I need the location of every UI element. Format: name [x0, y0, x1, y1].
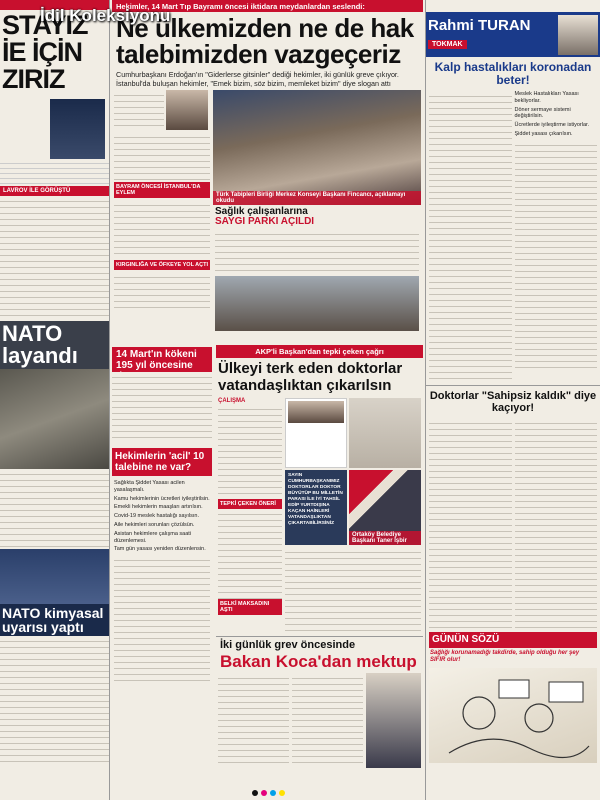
- kirgin-badge: KIRGINLIĞA VE ÖFKEYE YOL AÇTI: [114, 260, 210, 270]
- protest-photo-caption: Türk Tabipleri Birliği Merkez Konseyi Başkanı Fincancı, açıklamayı okudu: [213, 191, 421, 205]
- quote-box: SAYIN CUMHURBAŞKANIMIZ DOKTORLAR DOKTOR BÜYÜTÜP BU MİLLETİN PARASI İLE İYİ TAHSİL EDİP YURTDIŞINA KAÇAN HAİNLERİ VATANDAŞLIKTAN ÇIKARTABİLİRSİNİZ: [285, 470, 347, 545]
- mart-headline: 14 Mart'ın kökeni 195 yıl öncesine: [112, 347, 212, 384]
- text-lines: [218, 509, 282, 599]
- cartoon-drawing: [429, 668, 594, 763]
- right-bullet: Şiddet yasası çıkarılsın.: [514, 130, 573, 137]
- ulke-col-1: [218, 398, 282, 637]
- grev-badge: BAYRAM ÖNCESİ İSTANBUL'DA EYLEM: [114, 182, 210, 198]
- center-column: [112, 0, 423, 800]
- mayor-caption: Ortaköy Belediye Başkanı Taner İşbir: [349, 531, 421, 545]
- nato-headline: [0, 321, 109, 369]
- gunun-sozu-box: [429, 632, 597, 648]
- mart-text-lines: [112, 372, 212, 442]
- left-headline-3: ZIRIZ: [2, 64, 65, 94]
- quote-row: [285, 470, 421, 545]
- ulke-body: [216, 396, 423, 639]
- main-story-body: [112, 90, 423, 333]
- top-banner: Hekimler, 14 Mart Tıp Bayramı öncesi iktidara meydanlardan seslendi:: [112, 0, 423, 12]
- columnist-name: Rahmi TURAN: [428, 17, 531, 34]
- nato-photo: [0, 549, 109, 604]
- lavrov-label: LAVROV İLE GÖRÜŞTÜ: [0, 186, 109, 196]
- tweet-row: [285, 398, 421, 468]
- akp-banner: AKP'li Başkan'dan tepki çeken çağrı: [216, 345, 423, 358]
- gunun-sozu-title: GÜNÜN SÖZÜ: [432, 634, 500, 645]
- main-intro: Cumhurbaşkanı Erdoğan'ın "Giderlerse gitsinler" dediği hekimler, iki günlük greve çıkıyor. İstanbul'da buluşan hekimler, "Emek bizim, söz bizim, memleket bizim" diye slogan attı: [116, 70, 399, 88]
- bakan-headline: Bakan Koca'dan mektup: [220, 652, 417, 671]
- text-lines: [215, 229, 419, 274]
- bakan-photo: [366, 673, 421, 768]
- cartoon: [429, 668, 597, 763]
- columnist-tag: TOKMAK: [428, 40, 467, 49]
- left-headline-1: STAYIZ: [2, 10, 88, 40]
- text-lines: [114, 272, 210, 308]
- color-registration-marks: [252, 790, 285, 796]
- left-story-1: [0, 99, 109, 159]
- hekim-bullet: Sağlıkta Şiddet Yasası acilen yasalaşmalı.: [114, 480, 185, 493]
- text-lines: [429, 418, 512, 628]
- protest-photo: [213, 90, 421, 205]
- left-column: [0, 0, 110, 800]
- ulke-story: [216, 360, 423, 394]
- columnist-header: [426, 12, 600, 57]
- watermark: İdil Koleksiyonu: [40, 6, 171, 25]
- text-lines: [114, 90, 164, 130]
- doktorlar-body: [426, 418, 600, 628]
- text-lines: [114, 200, 210, 258]
- right-column: [425, 0, 600, 800]
- nato-word-1: NATO: [2, 321, 63, 346]
- left-text-block: [0, 99, 50, 159]
- hekim-bullet: Kamu hekimlerinin ücretleri iyileştirilsin.: [114, 495, 210, 502]
- text-lines: [285, 547, 421, 637]
- doctor-photo: [349, 398, 421, 468]
- hekim-bullet: Tam gün yasası yeniden düzenlensin.: [114, 546, 206, 553]
- kalp-body: [426, 91, 600, 381]
- tweet-box: [285, 398, 347, 468]
- ulke-col-2: [285, 398, 421, 637]
- main-story-photos: [213, 90, 421, 333]
- text-lines: [218, 673, 289, 768]
- nato-kimyasal-headline: [0, 604, 109, 636]
- main-headline-1: Ne ülkemizden ne de hak: [116, 13, 414, 43]
- saglik-body: [215, 229, 419, 274]
- left-text-lines-3: [0, 469, 109, 549]
- tepki-label: TEPKİ ÇEKEN ÖNERİ: [218, 499, 282, 509]
- ulke-headline-2: vatandaşlıktan çıkarılsın: [218, 377, 392, 394]
- park-photo: [215, 276, 419, 331]
- hekim-bullet: Emekli hekimlerin maaşları artırılsın.: [114, 504, 203, 511]
- bakan-body: [218, 673, 421, 768]
- uyarisi-text: uyarısı yaptı: [2, 619, 84, 635]
- hekimler-headline: Hekimlerin 'acil' 10 talebine ne var?: [112, 448, 212, 476]
- hekim-bullets-box: [112, 478, 212, 687]
- right-bullet: Meslek Hastalıkları Yasası bekliyorlar.: [514, 91, 579, 104]
- nato-word-2: layandı: [2, 343, 78, 368]
- war-photo: [0, 369, 109, 469]
- text-lines: [515, 140, 598, 370]
- kalp-headline: Kalp hastalıkları koronadan beter!: [434, 60, 592, 87]
- iki-gun-sub: İki günlük grev öncesinde: [220, 639, 356, 651]
- minister-photo: [50, 99, 105, 159]
- saglik-headline: Sağlık çalışanlarına: [215, 206, 308, 217]
- text-lines: [292, 673, 363, 768]
- nato-kimyasal-text: NATO kimyasal: [2, 605, 104, 621]
- text-lines: [429, 91, 512, 381]
- gunun-sozu-text: Sağlığı korunamadığı takdirde, sahip olduğu her şey SIFIR olur!: [430, 650, 580, 663]
- text-lines: [114, 132, 210, 180]
- belki-label: BELKİ MAKSADINI AŞTI: [218, 599, 282, 615]
- main-headline-2: talebimizden vazgeçeriz: [116, 39, 401, 69]
- right-bullet: Döner sermaye sistemi değiştirilsin.: [514, 106, 571, 120]
- kalp-bullets: [515, 91, 598, 381]
- reg-mark: [270, 790, 276, 796]
- left-text-lines: [0, 159, 109, 184]
- saglik-story: [213, 205, 421, 333]
- doktorlar-headline: Doktorlar "Sahipsiz kaldık" diye kaçıyor!: [426, 385, 600, 418]
- bakan-story: [216, 636, 423, 770]
- text-lines: [218, 404, 282, 499]
- hekim-bullet: Aile hekimleri sorunları çözülsün.: [114, 521, 195, 528]
- reporter-block: [114, 90, 210, 130]
- reg-mark: [261, 790, 267, 796]
- main-story-text: [114, 90, 210, 333]
- left-headline-2: İE İÇİN: [2, 37, 83, 67]
- hekim-bullet: Covid-19 meslek hastalığı sayılsın.: [114, 513, 199, 520]
- text-lines: [515, 418, 598, 628]
- right-bullet: Ücretlerde iyileştirme istiyorlar.: [514, 122, 590, 129]
- ulke-headline-1: Ülkeyi terk eden doktorlar: [218, 360, 403, 377]
- calisma-label: ÇALIŞMA: [218, 398, 246, 404]
- hekim-bullet: Asistan hekimlere çalışma saati düzenlemesi.: [114, 530, 192, 544]
- reporter-photo: [166, 90, 208, 130]
- reg-mark: [252, 790, 258, 796]
- tweet-avatar: [288, 401, 344, 423]
- left-text-lines-2: [0, 196, 109, 321]
- reg-mark: [279, 790, 285, 796]
- saglik-sub: SAYGI PARKI AÇILDI: [215, 216, 315, 227]
- left-text-lines-4: [0, 636, 109, 766]
- columnist-photo: [558, 15, 598, 55]
- columnist-name-block: [428, 18, 558, 51]
- mayor-photo: [349, 470, 421, 545]
- text-lines: [114, 555, 210, 685]
